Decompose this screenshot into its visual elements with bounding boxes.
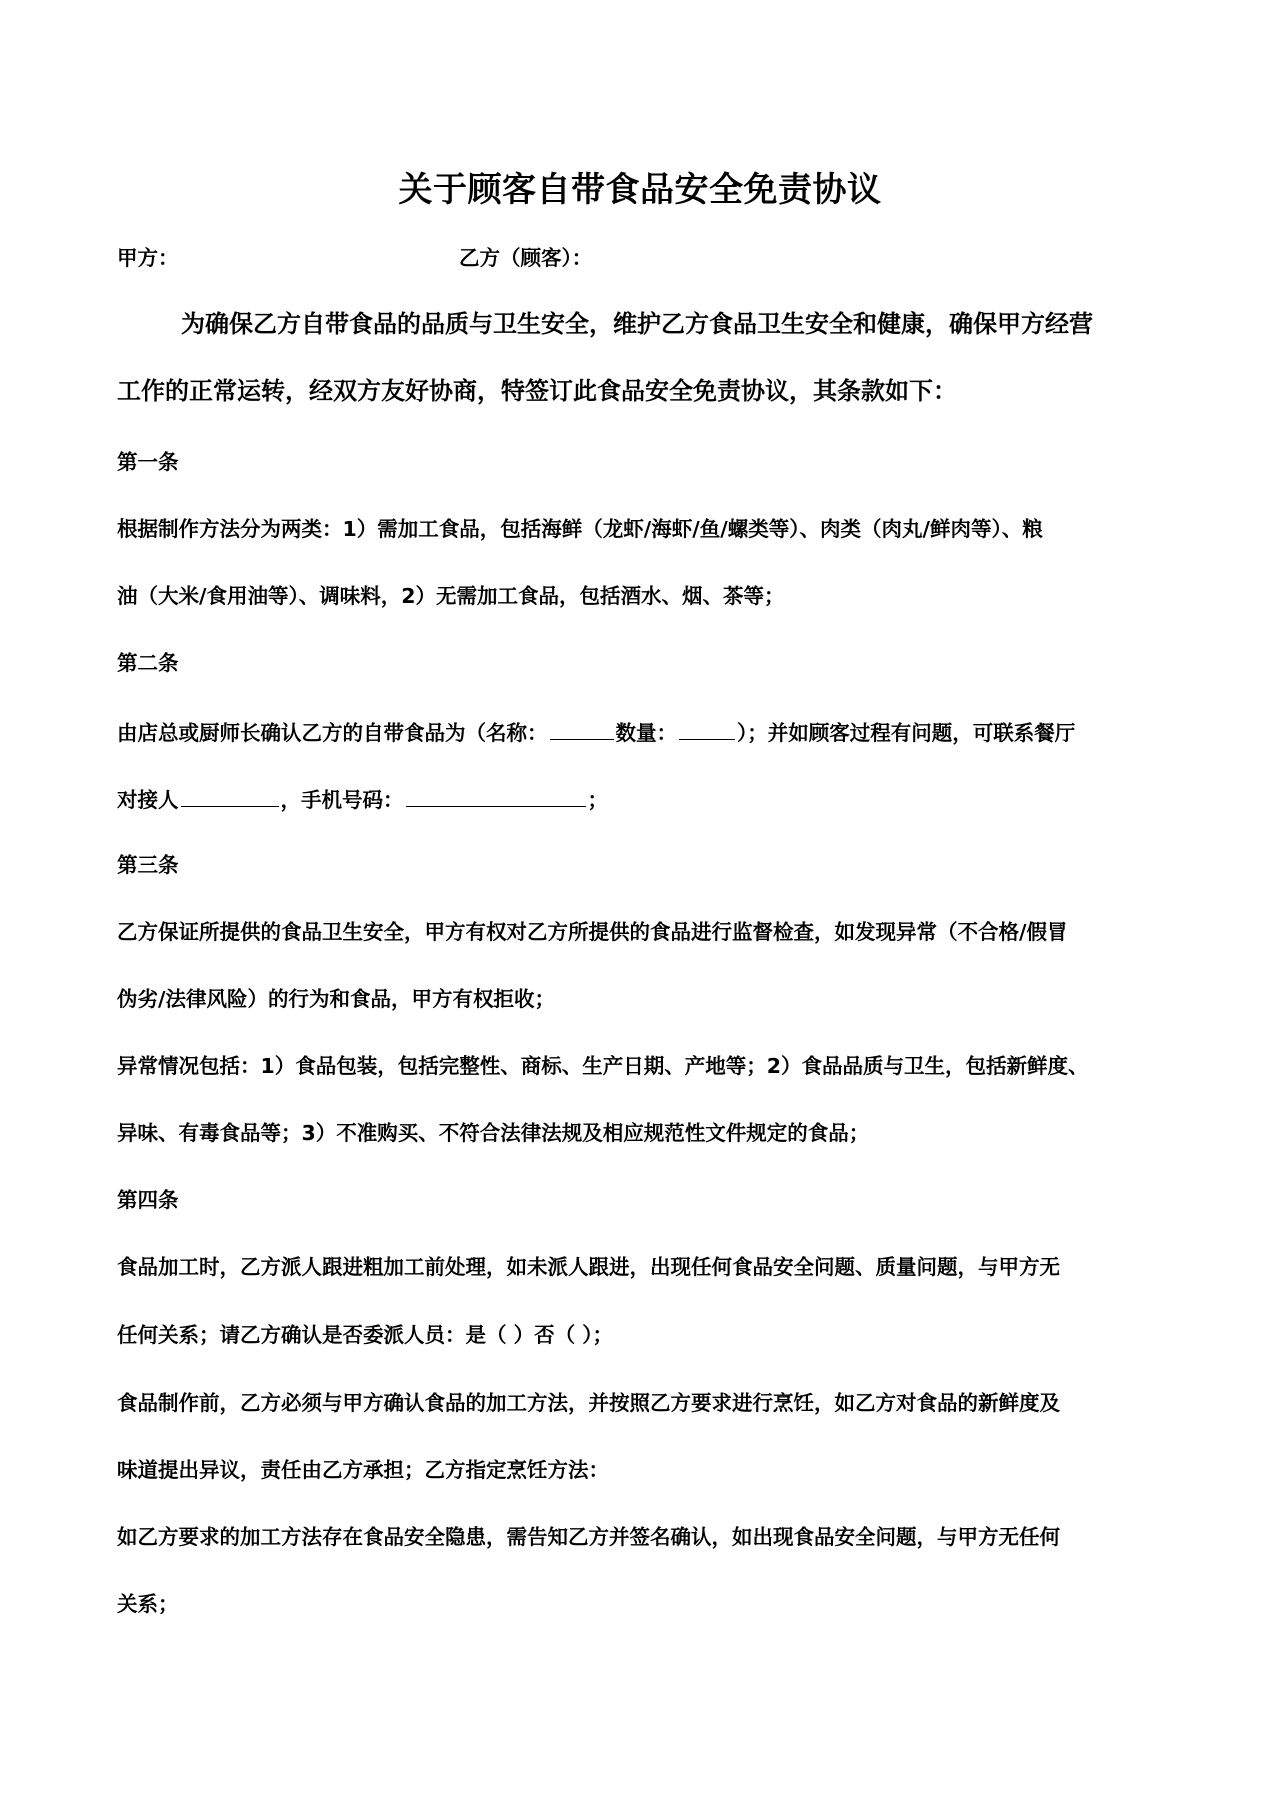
article-1-line-2: 油（大米/食用油等）、调味料，2）无需加工食品，包括酒水、烟、茶等； xyxy=(117,584,785,608)
article-1-heading: 第一条 xyxy=(117,450,179,474)
article-3-heading: 第三条 xyxy=(117,853,179,877)
article-2-line-1-part-b: 数量： xyxy=(615,721,677,745)
article-4-heading: 第四条 xyxy=(117,1188,179,1212)
article-4-line-5: 如乙方要求的加工方法存在食品安全隐患，需告知乙方并签名确认，如出现食品安全问题，与甲方无任何 xyxy=(117,1525,1060,1549)
article-4-line-2: 任何关系；请乙方确认是否委派人员：是（ ）否（ ）； xyxy=(117,1323,614,1347)
article-2-line-2-part-a: 对接人 xyxy=(117,788,179,812)
food-name-blank[interactable] xyxy=(550,717,614,740)
article-4-line-6: 关系； xyxy=(117,1592,179,1616)
article-2-line-1-part-c: ）；并如顾客过程有问题，可联系餐厅 xyxy=(737,721,1076,745)
article-2-line-2-part-c: ； xyxy=(587,788,608,812)
article-4-line-1: 食品加工时，乙方派人跟进粗加工前处理，如未派人跟进，出现任何食品安全问题、质量问题，与甲方无 xyxy=(117,1255,1060,1279)
article-2-line-2-part-b: ，手机号码： xyxy=(280,788,404,812)
preamble-line-1: 为确保乙方自带食品的品质与卫生安全，维护乙方食品卫生安全和健康，确保甲方经营 xyxy=(181,310,1093,338)
article-3-line-4: 异味、有毒食品等；3）不准购买、不符合法律法规及相应规范性文件规定的食品； xyxy=(117,1121,870,1145)
article-2-line-2 xyxy=(117,784,608,814)
article-3-line-2: 伪劣/法律风险）的行为和食品，甲方有权拒收； xyxy=(117,987,555,1011)
document-title: 关于顾客自带食品安全免责协议 xyxy=(398,170,882,210)
preamble-line-2: 工作的正常运转，经双方友好协商，特签订此食品安全免责协议，其条款如下： xyxy=(117,377,957,405)
party-b-label: 乙方（顾客）： xyxy=(459,246,593,270)
food-quantity-blank[interactable] xyxy=(679,717,735,740)
party-a-label: 甲方： xyxy=(117,246,179,270)
article-2-heading: 第二条 xyxy=(117,651,179,675)
article-2-line-1 xyxy=(117,717,1075,747)
article-1-line-1: 根据制作方法分为两类：1）需加工食品，包括海鲜（龙虾/海虾/鱼/螺类等）、肉类（肉丸/鲜肉等）、粮 xyxy=(117,517,1043,541)
article-4-line-3: 食品制作前，乙方必须与甲方确认食品的加工方法，并按照乙方要求进行烹饪，如乙方对食品的新鲜度及 xyxy=(117,1391,1060,1415)
contact-person-blank[interactable] xyxy=(181,784,279,807)
article-3-line-1: 乙方保证所提供的食品卫生安全，甲方有权对乙方所提供的食品进行监督检查，如发现异常（不合格/假冒 xyxy=(117,920,1068,944)
article-2-line-1-part-a: 由店总或厨师长确认乙方的自带食品为（名称： xyxy=(117,721,548,745)
article-3-line-3: 异常情况包括：1）食品包装，包括完整性、商标、生产日期、产地等；2）食品品质与卫生，包括新鲜度、 xyxy=(117,1054,1089,1078)
article-4-line-4: 味道提出异议，责任由乙方承担；乙方指定烹饪方法： xyxy=(117,1458,609,1482)
phone-number-blank[interactable] xyxy=(406,784,586,807)
